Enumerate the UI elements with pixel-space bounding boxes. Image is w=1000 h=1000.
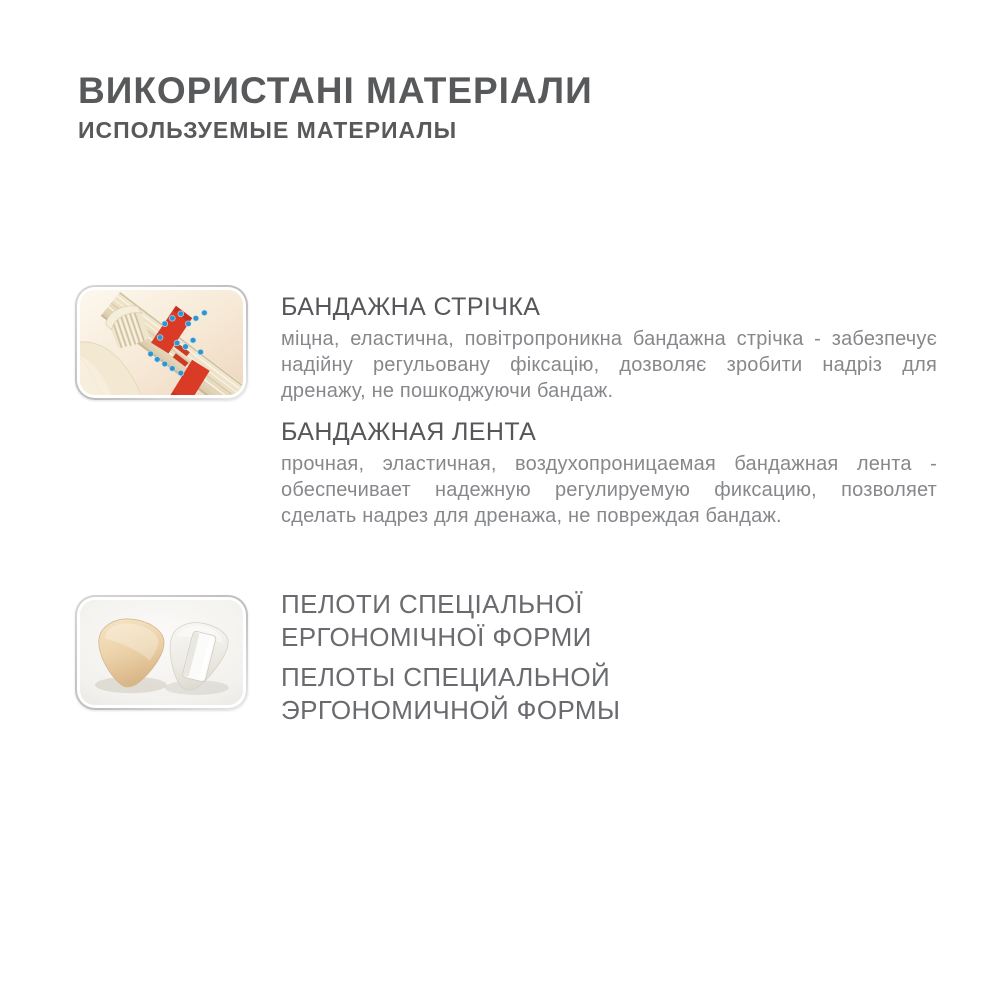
- heading-bandage-tape-ru: БАНДАЖНАЯ ЛЕНТА: [281, 418, 537, 446]
- heading-pelots-ua-line2: ЕРГОНОМІЧНОЇ ФОРМИ: [281, 622, 592, 652]
- pelots-image: [80, 600, 243, 705]
- bandage-tape-image-frame: [75, 285, 248, 400]
- page-title-ru: ИСПОЛЬЗУЕМЫЕ МАТЕРИАЛЫ: [78, 117, 458, 143]
- pelots-image-frame: [75, 595, 248, 710]
- heading-bandage-tape-ua: БАНДАЖНА СТРІЧКА: [281, 293, 541, 321]
- body-bandage-tape-ru: прочная, эластичная, воздухопроницаемая бандажная лента - обеспечивает надежную регулируемую фиксацию, позволяет сделать надрез для дренажа, не повреждая бандаж.: [281, 453, 937, 527]
- bandage-tape-image: [80, 290, 243, 395]
- heading-pelots-ru-line1: ПЕЛОТЫ СПЕЦИАЛЬНОЙ: [281, 662, 611, 692]
- section-pelots: [281, 588, 701, 727]
- bandage-tape-illustration: [80, 290, 243, 395]
- body-bandage-tape-ua: міцна, еластична, повітропроникна бандажна стрічка - забезпечує надійну регульовану фіксацію, дозволяє зробити надріз для дренажу, не пошкоджуючи бандаж.: [281, 328, 937, 402]
- page-header: [78, 70, 593, 143]
- section-bandage-tape: [281, 292, 937, 529]
- heading-pelots-ru-line2: ЭРГОНОМИЧНОЙ ФОРМЫ: [281, 695, 621, 725]
- heading-pelots-ua-line1: ПЕЛОТИ СПЕЦІАЛЬНОЇ: [281, 589, 583, 619]
- page-title-ua: ВИКОРИСТАНІ МАТЕРІАЛИ: [78, 70, 593, 111]
- ergonomic-pelots-illustration: [80, 600, 243, 705]
